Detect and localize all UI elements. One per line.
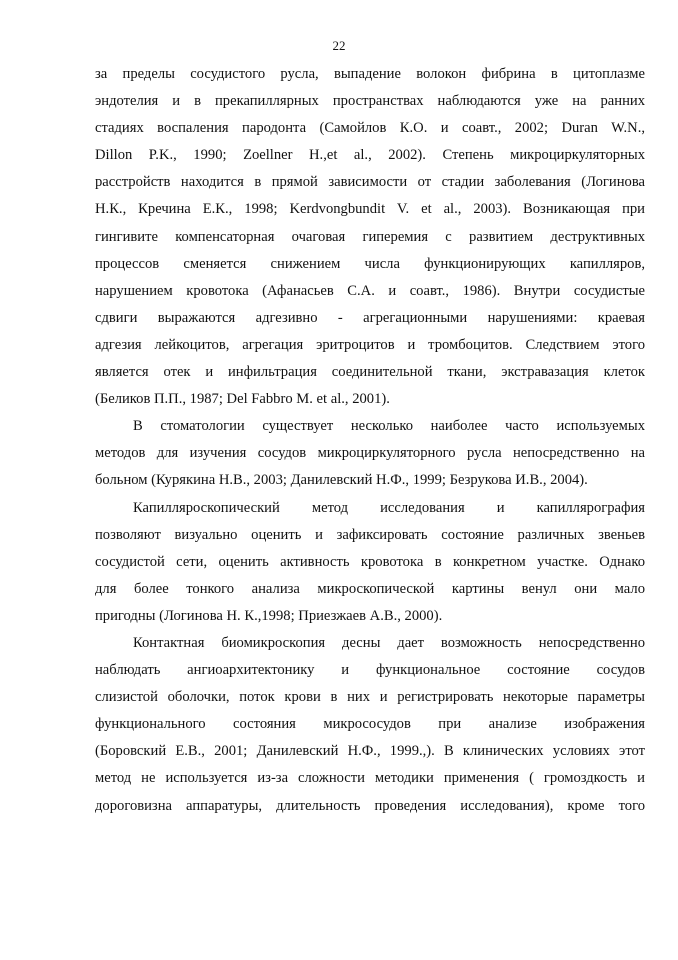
- body-text: [95, 61, 645, 820]
- text-line: адгезия лейкоцитов, агрегация эритроцитов и тромбоцитов. Следствием этого: [95, 336, 645, 353]
- text-line: функционального состояния микрососудов при анализе изображения: [95, 716, 645, 733]
- paragraph-4: [95, 630, 645, 820]
- text-line: сдвиги выражаются адгезивно - агрегационными нарушениями: краевая: [95, 309, 645, 326]
- text-line: расстройств находится в прямой зависимости от стадии заболевания (Логинова: [95, 174, 645, 191]
- text-line: (Боровский Е.В., 2001; Данилевский Н.Ф., 1999.,). В клинических условиях этот: [95, 743, 645, 760]
- text-line: позволяют визуально оценить и зафиксировать состояние различных звеньев: [95, 526, 645, 543]
- text-line: Dillon P.K., 1990; Zoellner H.,et al., 2002). Степень микроциркуляторных: [95, 147, 645, 164]
- text-line: В стоматологии существует несколько наиболее часто используемых: [133, 418, 645, 435]
- text-line: гингивите компенсаторная очаговая гиперемия с развитием деструктивных: [95, 228, 645, 245]
- text-line: эндотелия и в прекапиллярных пространствах наблюдаются уже на ранних: [95, 93, 645, 110]
- text-line: метод не используется из-за сложности методики применения ( громоздкость и: [95, 770, 645, 787]
- text-line: пригодны (Логинова Н. К.,1998; Приезжаев А.В., 2000).: [95, 607, 443, 624]
- text-line: является отек и инфильтрация соединительной ткани, экстравазация клеток: [95, 364, 645, 381]
- text-line: слизистой оболочки, поток крови в них и регистрировать некоторые параметры: [95, 689, 645, 706]
- paragraph-3: [95, 495, 645, 630]
- page-number: 22: [332, 38, 346, 53]
- text-line: за пределы сосудистого русла, выпадение волокон фибрина в цитоплазме: [95, 66, 645, 82]
- text-line: больном (Курякина Н.В., 2003; Данилевский Н.Ф., 1999; Безрукова И.В., 2004).: [95, 472, 588, 489]
- text-line: Контактная биомикроскопия десны дает возможность непосредственно: [133, 634, 645, 651]
- text-line: Н.К., Кречина Е.К., 1998; Kerdvongbundit V. et al., 2003). Возникающая при: [95, 201, 645, 218]
- text-line: наблюдать ангиоархитектонику и функциональное состояние сосудов: [95, 662, 645, 679]
- text-line: методов для изучения сосудов микроциркуляторного русла непосредственно на: [95, 445, 645, 462]
- text-line: стадиях воспаления пародонта (Самойлов К.О. и соавт., 2002; Duran W.N.,: [95, 120, 645, 137]
- text-line: процессов сменяется снижением числа функционирующих капилляров,: [95, 255, 645, 272]
- text-line: нарушением кровотока (Афанасьев С.А. и соавт., 1986). Внутри сосудистые: [95, 282, 645, 299]
- text-line: (Беликов П.П., 1987; Del Fabbro M. et al., 2001).: [95, 391, 390, 408]
- text-line: Капилляроскопический метод исследования и капиллярография: [133, 499, 645, 516]
- paragraph-2: [95, 413, 645, 494]
- paragraph-1: [95, 61, 645, 413]
- text-line: для более тонкого анализа микроскопической картины венул они мало: [95, 580, 645, 597]
- text-line: сосудистой сети, оценить активность кровотока в конкретном участке. Однако: [95, 553, 645, 570]
- text-line: дороговизна аппаратуры, длительность проведения исследования), кроме того: [95, 797, 645, 814]
